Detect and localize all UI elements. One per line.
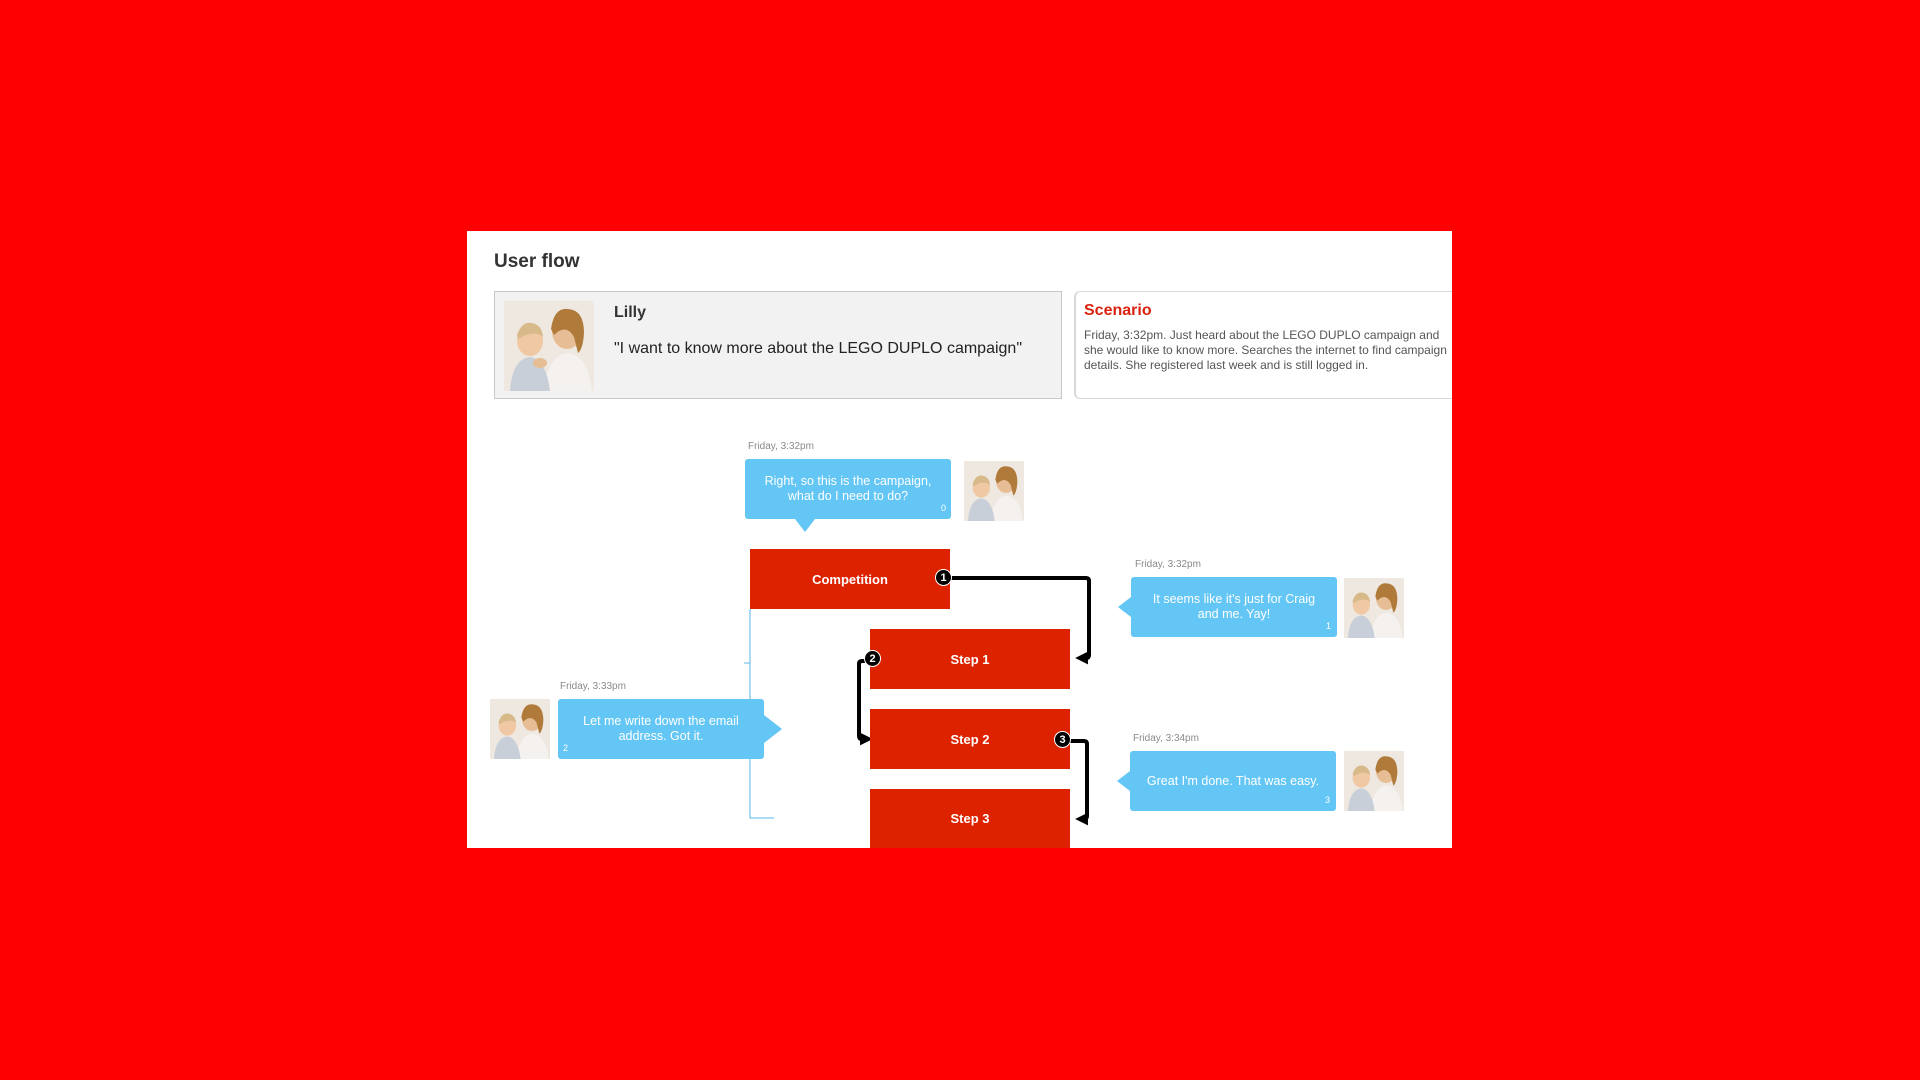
speech-bubble bbox=[558, 699, 764, 759]
persona-quote: "I want to know more about the LEGO DUPLO campaign" bbox=[614, 340, 1022, 357]
bubble-timestamp: Friday, 3:32pm bbox=[1135, 559, 1201, 570]
user-flow-canvas bbox=[467, 231, 1452, 848]
speech-bubble bbox=[1131, 577, 1337, 637]
bubble-tail bbox=[1117, 771, 1130, 791]
page-title: User flow bbox=[494, 251, 580, 272]
bubble-timestamp: Friday, 3:32pm bbox=[748, 441, 814, 452]
connector-badge-3: 3 bbox=[1054, 731, 1071, 748]
bubble-text: Great I'm done. That was easy. bbox=[1146, 773, 1320, 788]
bubble-text: It seems like it's just for Craig and me. Yay! bbox=[1152, 592, 1316, 621]
speech-bubble bbox=[745, 459, 951, 519]
speech-bubble bbox=[1130, 751, 1336, 811]
step-competition: Competition bbox=[750, 549, 950, 609]
bubble-tail bbox=[764, 715, 782, 743]
persona-avatar-icon bbox=[1344, 578, 1404, 638]
scenario-title: Scenario bbox=[1084, 302, 1152, 319]
bubble-tail bbox=[1118, 597, 1131, 617]
connector-badge-2: 2 bbox=[864, 650, 881, 667]
connector-badge-1: 1 bbox=[935, 569, 952, 586]
bubble-timestamp: Friday, 3:33pm bbox=[560, 681, 626, 692]
persona-avatar-icon bbox=[490, 699, 550, 759]
bubble-text: Right, so this is the campaign, what do I need to do? bbox=[764, 474, 932, 503]
step-3: Step 3 bbox=[870, 789, 1070, 848]
bubble-number: 0 bbox=[940, 503, 946, 513]
persona-avatar-icon bbox=[1344, 751, 1404, 811]
bubble-text: Let me write down the email address. Got it. bbox=[583, 714, 739, 743]
persona-name: Lilly bbox=[614, 304, 647, 321]
step-1: Step 1 bbox=[870, 629, 1070, 689]
bubble-number: 3 bbox=[1324, 795, 1330, 805]
step-2: Step 2 bbox=[870, 709, 1070, 769]
scenario-text: Friday, 3:32pm. Just heard about the LEGO DUPLO campaign and she would like to know more. Searches the internet to find campaign details. She registered last week and is still logged in. bbox=[1084, 328, 1447, 372]
bubble-timestamp: Friday, 3:34pm bbox=[1133, 733, 1199, 744]
bubble-number: 1 bbox=[1325, 621, 1331, 631]
bubble-number: 2 bbox=[563, 743, 569, 753]
bubble-tail bbox=[795, 519, 815, 532]
persona-avatar-icon bbox=[964, 461, 1024, 521]
